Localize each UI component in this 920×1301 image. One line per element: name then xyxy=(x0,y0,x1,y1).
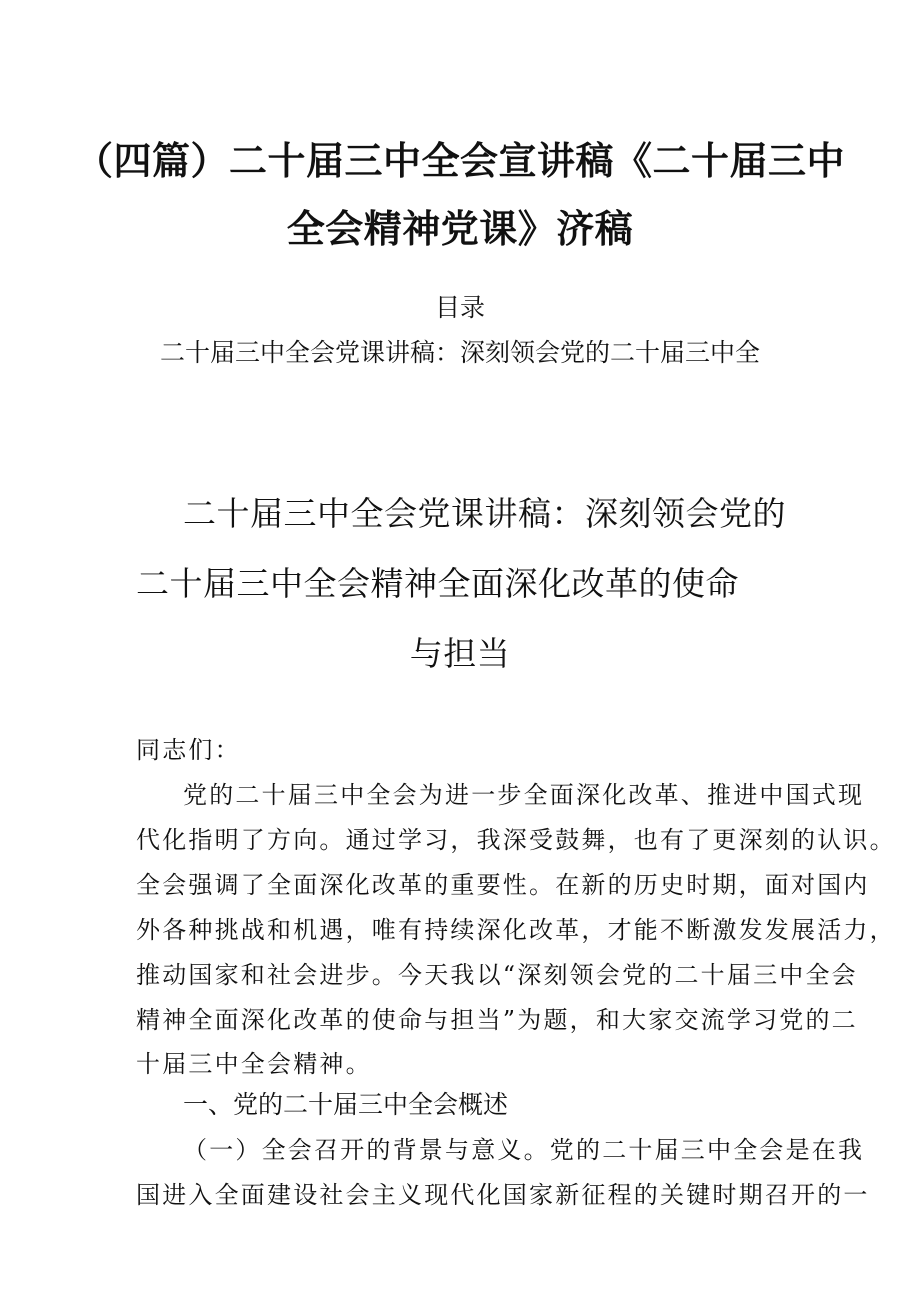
article-title-line-3: 与担当 xyxy=(409,634,511,673)
document-title-line-2: 全会精神党课》济稿 xyxy=(286,207,634,251)
paragraph-line: 精神全面深化改革的使命与担当”为题，和大家交流学习党的二 xyxy=(136,1006,858,1034)
paragraph-line: 十届三中全会精神。 xyxy=(136,1050,372,1078)
section-heading: 一、党的二十届三中全会概述 xyxy=(183,1090,509,1119)
paragraph-line: 外各种挑战和机遇，唯有持续深化改革，才能不断激发发展活力， xyxy=(136,916,896,944)
paragraph-line: 代化指明了方向。通过学习，我深受鼓舞，也有了更深刻的认识。 xyxy=(136,826,896,854)
article-title-line-1: 二十届三中全会党课讲稿：深刻领会党的 xyxy=(183,494,786,533)
paragraph-line: 全会强调了全面深化改革的重要性。在新的历史时期，面对国内 xyxy=(136,871,870,899)
toc-item-1: 二十届三中全会党课讲稿：深刻领会党的二十届三中全 xyxy=(159,338,760,367)
article-title-line-2: 二十届三中全会精神全面深化改革的使命 xyxy=(136,564,739,603)
salutation: 同志们： xyxy=(136,736,241,764)
document-title-line-1: （四篇）二十届三中全会宣讲稿《二十届三中 xyxy=(74,139,845,183)
toc-label: 目录 xyxy=(434,293,485,322)
section-paragraph-line: （一）全会召开的背景与意义。党的二十届三中全会是在我 xyxy=(183,1136,865,1164)
section-paragraph-line: 国进入全面建设社会主义现代化国家新征程的关键时期召开的一 xyxy=(136,1181,870,1209)
paragraph-line: 党的二十届三中全会为进一步全面深化改革、推进中国式现 xyxy=(183,781,865,809)
paragraph-line: 推动国家和社会进步。今天我以“深刻领会党的二十届三中全会 xyxy=(136,961,858,989)
